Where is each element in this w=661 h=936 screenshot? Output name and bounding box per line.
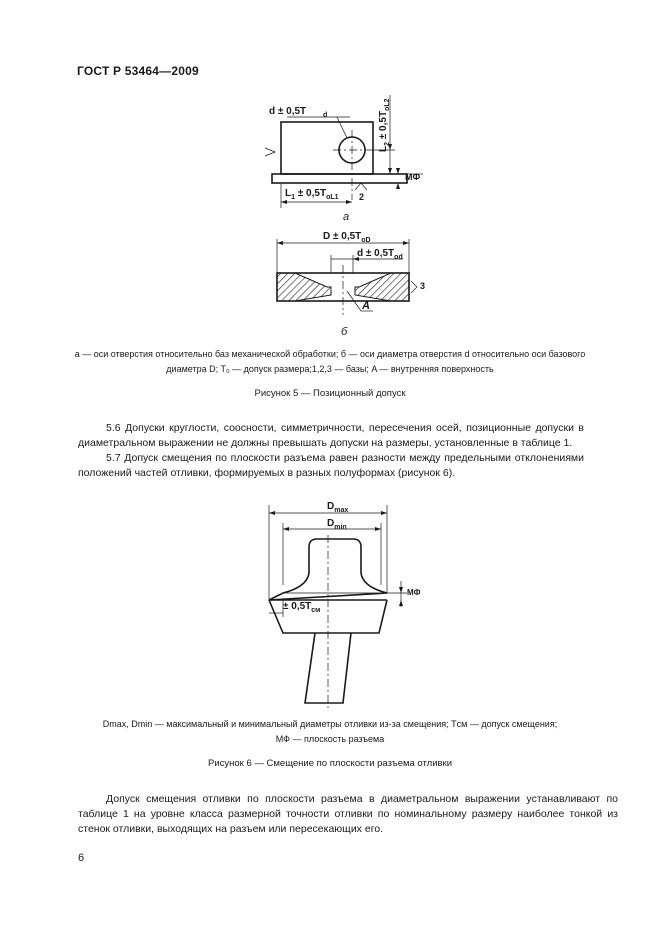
label-D: D ± 0,5T <box>323 231 362 242</box>
figure5-legend-line1: а — оси отверстия относительно баз механической обработки; б — оси диаметра отверстия d относительно оси базового <box>74 349 586 359</box>
figure5-title: Рисунок 5 — Позиционный допуск <box>254 388 406 399</box>
base-plate <box>272 174 407 183</box>
svg-text:d ± 0,5Tod: $d \pm 0,5T_{od}$ <box>357 248 403 261</box>
svg-text:L1 ± 0,5ToL1: $L_1 \pm 0,5T_{oL1}$ <box>285 188 339 201</box>
page-number: 6 <box>78 852 85 864</box>
figure6-legend-line2: МФ — плоскость разъема <box>275 734 385 744</box>
svg-text:Dmax: $D_{max}$ <box>327 501 349 514</box>
figure5-diagram-a <box>255 90 425 225</box>
svg-text:Dmin: $D_{min}$ <box>327 518 347 531</box>
figure6-legend-line1: Dmax, Dmin — максимальный и минимальный диаметры отливки из-за смещения; Tсм — допуск смещения; <box>102 719 558 729</box>
document-header: ГОСТ Р 53464—2009 <box>77 64 199 78</box>
svg-text:D ± 0,5ToD: $D \pm 0,5T_{oD}$ <box>323 231 371 244</box>
label-letter-a: а <box>343 211 350 223</box>
label-L2: L <box>378 145 389 152</box>
label-shift: ± 0,5T <box>283 601 312 612</box>
svg-text:± 0,5Tсм: ± $0,5T_{см}$ <box>283 601 321 614</box>
figure6-title: Рисунок 6 — Смещение по плоскости разъема отливки <box>207 758 453 769</box>
part-block <box>281 122 373 174</box>
svg-text:L2 ± 0,5ToL2: $L_2 \pm 0,5T_{oL2}$ <box>378 98 391 152</box>
base-mark-1 <box>265 148 275 156</box>
label-mf-6: МФ <box>407 588 421 597</box>
label-dmax: D <box>327 501 335 512</box>
label-mf-a: МФ <box>405 172 421 182</box>
figure5-legend-line2: диаметра D; T₀ — допуск размера;1,2,3 — базы; A — внутренняя поверхность <box>166 364 494 374</box>
label-A: A <box>362 300 370 312</box>
label-base-3: 3 <box>420 281 426 291</box>
paragraph-5-7: 5.7 Допуск смещения по плоскости разъема равен разности между предельными отклонениями положений частей отливки, формируемых в разных полуформах (рисунок 6). <box>78 452 584 479</box>
label-d-sub: d <box>323 112 328 119</box>
label-letter-b: б <box>341 326 348 338</box>
figure6-diagram <box>255 495 435 715</box>
figure6-legend <box>60 717 600 747</box>
label-d-b: d ± 0,5T <box>357 248 395 259</box>
figure5-legend <box>60 347 600 377</box>
label-d: d ± 0,5T <box>269 106 307 117</box>
label-L1: L <box>285 188 292 199</box>
figure5-diagram-b <box>265 225 440 345</box>
label-base-2: 2 <box>359 192 365 202</box>
paragraph-5-6: 5.6 Допуски круглости, соосности, симметричности, пересечения осей, позиционные допуски в диаметральном выражении не должны превышать допуски на размеры, установленные в таблице 1. <box>78 422 584 449</box>
closing-paragraph: Допуск смещения отливки по плоскости разъема в диаметральном выражении устанавливают по таблице 1 на уровне класса размерной точности отливки по номинальному размеру наиболее тонкой из стенок отливки, выходящих на разъем или пересекающих его. <box>78 793 618 835</box>
label-dmin: D <box>327 518 335 529</box>
